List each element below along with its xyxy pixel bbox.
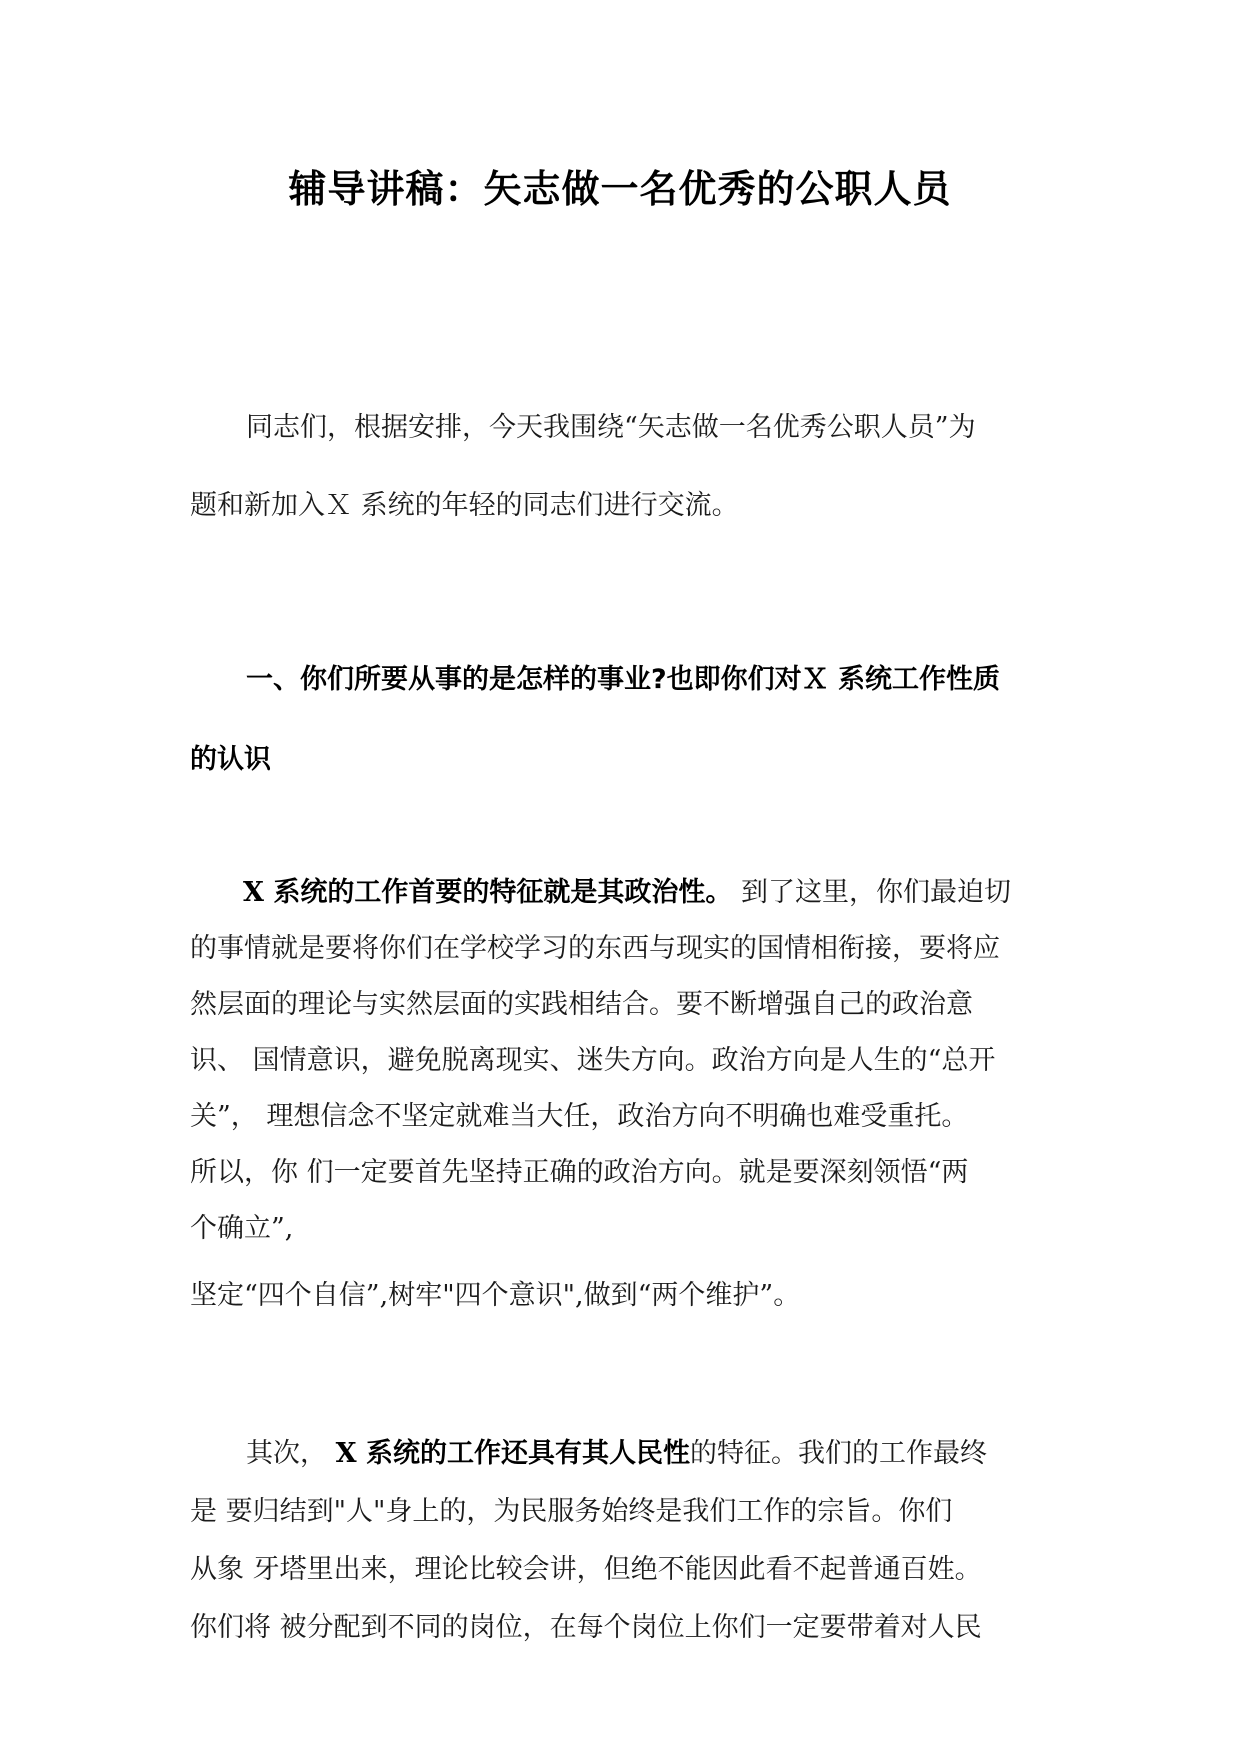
section-heading-line-2: 的认识 [190, 744, 271, 775]
section-heading-line-1: 一、你们所要从事的是怎样的事业?也即你们对Ｘ 系统工作性质 [246, 664, 1001, 695]
people-line-1-rest: 的特征。我们的工作最终 [689, 1438, 987, 1469]
intro-line-2: 题和新加入Ｘ 系统的年轻的同志们进行交流。 [190, 490, 739, 521]
people-para-line-3: 从象 牙塔里出来，理论比较会讲，但绝不能因此看不起普通百姓。 [190, 1554, 982, 1585]
political-para-line-8: 坚定“四个自信”,树牢"四个意识",做到“两个维护”。 [190, 1280, 801, 1311]
political-line-1-rest: 到了这里，你们最迫切 [732, 877, 1011, 908]
intro-line-1: 同志们，根据安排，今天我围绕“矢志做一名优秀公职人员”为 [246, 412, 976, 443]
political-para-line-6: 所以，你 们一定要首先坚持正确的政治方向。就是要深刻领悟“两 [190, 1157, 969, 1188]
political-para-line-5: 关”， 理想信念不坚定就难当大任，政治方向不明确也难受重托。 [190, 1101, 969, 1132]
political-para-line-7: 个确立”, [190, 1213, 294, 1244]
people-para-line-4: 你们将 被分配到不同的岗位，在每个岗位上你们一定要带着对人民 [190, 1612, 982, 1643]
political-lead-sentence: X 系统的工作首要的特征就是其政治性。 [243, 877, 733, 908]
political-para-line-3: 然层面的理论与实然层面的实践相结合。要不断增强自己的政治意 [190, 989, 973, 1020]
political-para-line-1 [243, 875, 1011, 911]
people-bold-phrase: X 系统的工作还具有其人民性 [335, 1438, 690, 1469]
people-para-line-2: 是 要归结到"人"身上的，为民服务始终是我们工作的宗旨。你们 [190, 1496, 953, 1527]
political-para-line-4: 识、 国情意识，避免脱离现实、迷失方向。政治方向是人生的“总开 [190, 1045, 996, 1076]
people-lead: 其次， [246, 1438, 336, 1469]
document-title: 辅导讲稿：矢志做一名优秀的公职人员 [288, 167, 952, 211]
people-para-line-1 [246, 1436, 987, 1472]
political-para-line-2: 的事情就是要将你们在学校学习的东西与现实的国情相衔接，要将应 [190, 933, 1000, 964]
